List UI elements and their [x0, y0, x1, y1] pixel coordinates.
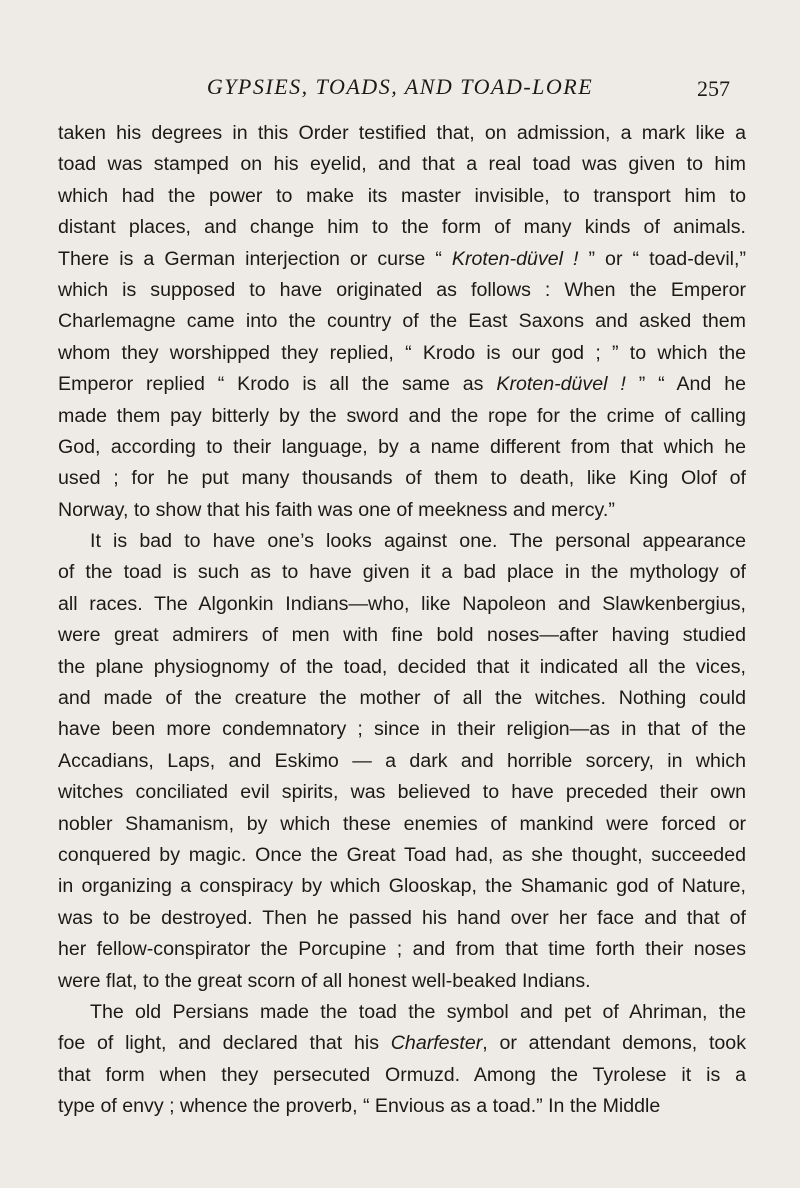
text-line: of the toad is such as to have given it a bad place in the mythology of: [58, 561, 746, 584]
running-head-title: GYPSIES, TOADS, AND TOAD-LORE: [206, 74, 594, 99]
text-line: all races. The Algonkin Indians—who, like Napoleon and Slawkenbergius,: [58, 592, 746, 615]
text-line: witches conciliated evil spirits, was believed to have preceded their own: [58, 781, 746, 804]
page-number: 257: [697, 76, 730, 101]
text-line: Charlemagne came into the country of the East Saxons and asked them: [58, 310, 746, 333]
text-line: God, according to their language, by a name different from that which he: [58, 435, 746, 458]
text-line: The old Persians made the toad the symbol and pet of Ahriman, the: [90, 1000, 746, 1023]
text-line: were great admirers of men with fine bold noses—after having studied: [58, 624, 746, 647]
text-line: and made of the creature the mother of all the witches. Nothing could: [58, 687, 746, 710]
text-line: the plane physiognomy of the toad, decided that it indicated all the vices,: [58, 655, 746, 678]
text-line: that form when they persecuted Ormuzd. Among the Tyrolese it is a: [58, 1063, 746, 1086]
text-line: type of envy ; whence the proverb, “ Envious as a toad.” In the Middle: [58, 1095, 661, 1118]
running-head: [0, 74, 800, 104]
text-line: taken his degrees in this Order testified that, on admission, a mark like a: [58, 122, 746, 144]
text-line: Emperor replied “ Krodo is all the same as Kroten-düvel ! ” “ And he: [58, 373, 746, 396]
body-text: [58, 118, 746, 1123]
text-line: nobler Shamanism, by which these enemies of mankind were forced or: [58, 812, 746, 835]
text-line: in organizing a conspiracy by which Glooskap, the Shamanic god of Nature,: [58, 875, 746, 898]
paragraph: [58, 118, 746, 526]
text-line: have been more condemnatory ; since in their religion—as in that of the: [58, 718, 746, 741]
text-line: used ; for he put many thousands of them to death, like King Olof of: [58, 467, 746, 490]
text-line: made them pay bitterly by the sword and the rope for the crime of calling: [58, 404, 746, 427]
text-line: toad was stamped on his eyelid, and that a real toad was given to him: [58, 153, 746, 176]
paragraph: [58, 526, 746, 997]
text-line: which had the power to make its master invisible, to transport him to: [58, 184, 746, 207]
text-line: were flat, to the great scorn of all honest well-beaked Indians.: [58, 969, 591, 992]
text-line: conquered by magic. Once the Great Toad had, as she thought, succeeded: [58, 843, 746, 866]
text-line: her fellow-conspirator the Porcupine ; and from that time forth their noses: [58, 938, 746, 961]
text-line: distant places, and change him to the form of many kinds of animals.: [58, 216, 746, 239]
paragraph: [58, 997, 746, 1123]
text-line: It is bad to have one’s looks against one. The personal appearance: [90, 530, 746, 553]
text-line: There is a German interjection or curse “ Kroten-düvel ! ” or “ toad-devil,”: [58, 247, 746, 270]
text-line: Norway, to show that his faith was one of meekness and mercy.”: [58, 498, 615, 521]
text-line: whom they worshipped they replied, “ Krodo is our god ; ” to which the: [58, 341, 746, 364]
text-line: which is supposed to have originated as follows : When the Emperor: [58, 278, 746, 301]
text-line: was to be destroyed. Then he passed his hand over her face and that of: [58, 906, 746, 929]
text-line: foe of light, and declared that his Charfester, or attendant demons, took: [58, 1032, 746, 1055]
text-line: Accadians, Laps, and Eskimo — a dark and horrible sorcery, in which: [58, 749, 746, 772]
